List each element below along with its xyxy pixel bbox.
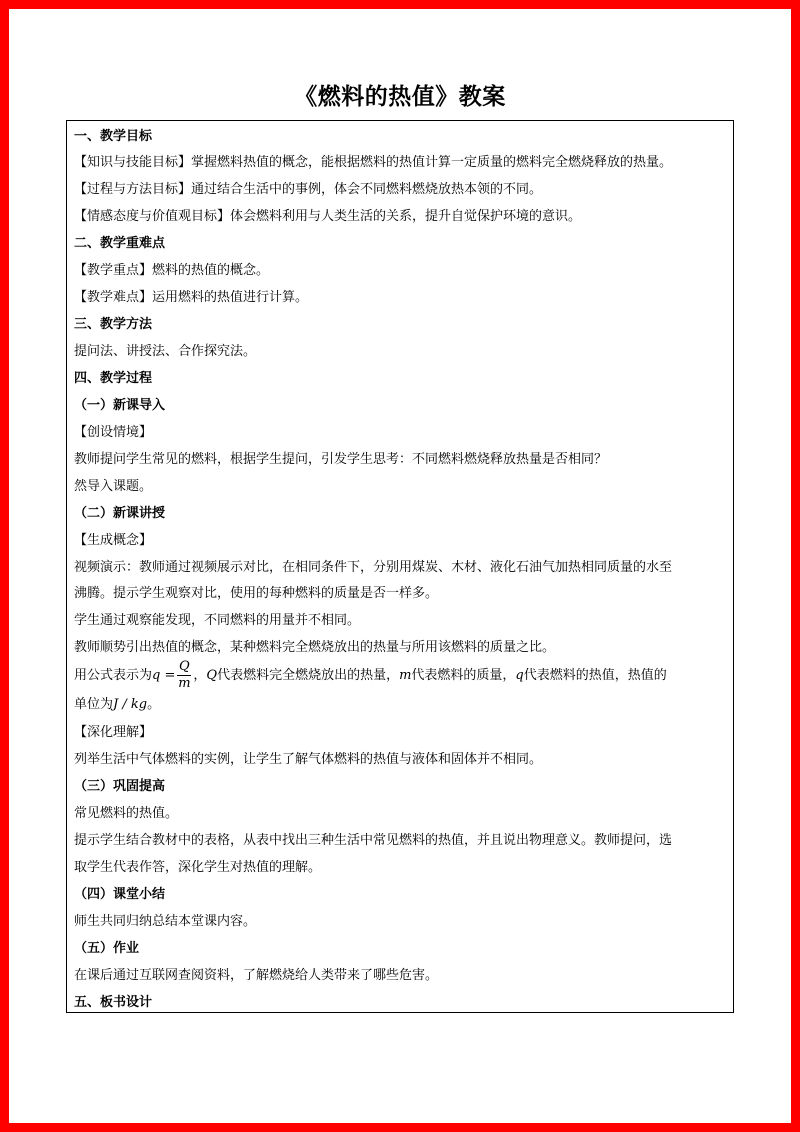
subsection-heading: （五）作业 [74,941,140,956]
period: 。 [147,697,161,712]
formula-intro: 用公式表示为 [74,668,153,683]
paragraph: 【知识与技能目标】掌握燃料热值的概念，能根据燃料的热值计算一定质量的燃料完全燃烧释放的热量。 [74,155,673,170]
paragraph: 提问法、讲授法、合作探究法。 [74,344,257,359]
var-q: q [515,668,524,683]
paragraph: 学生通过观察能发现，不同燃料的用量并不相同。 [74,613,361,628]
paragraph: 【过程与方法目标】通过结合生活中的事例，体会不同燃料燃烧放热本领的不同。 [74,182,543,197]
paragraph: 【生成概念】 [74,533,153,548]
formula-numerator: Q [179,659,190,674]
paragraph: 常见燃料的热值。 [74,806,179,821]
formula-lhs: q = [152,668,176,683]
paragraph: 视频演示：教师通过视频展示对比，在相同条件下，分别用煤炭、木材、液化石油气加热相同质量的水至 [74,560,673,575]
paragraph: 【创设情境】 [74,425,153,440]
paragraph: 教师顺势引出热值的概念，某种燃料完全燃烧放出的热量与所用该燃料的质量之比。 [74,640,556,655]
heat-value-formula [152,660,193,691]
paragraph: 【深化理解】 [74,725,153,740]
section-heading-methods: 三、教学方法 [74,317,153,332]
paragraph: 【教学重点】燃料的热值的概念。 [74,263,270,278]
formula-text: 代表燃料完全燃烧放出的热量， [217,668,400,683]
paragraph: 沸腾。提示学生观察对比，使用的每种燃料的质量是否一样多。 [74,586,439,601]
subsection-heading: （三）巩固提高 [74,779,166,794]
paragraph: 列举生活中气体燃料的实例，让学生了解气体燃料的热值与液体和固体并不相同。 [74,752,543,767]
paragraph: 然导入课题。 [74,479,153,494]
var-Q: Q [206,668,218,683]
subsection-heading: （四）课堂小结 [74,887,166,902]
unit-line [74,697,724,713]
section-heading-board: 五、板书设计 [74,995,153,1010]
paragraph: 教师提问学生常见的燃料，根据学生提问，引发学生思考：不同燃料燃烧释放热量是否相同？ [74,452,608,467]
subsection-heading: （二）新课讲授 [74,506,166,521]
paragraph: 在课后通过互联网查阅资料，了解燃烧给人类带来了哪些危害。 [74,968,439,983]
page-title: 《燃料的热值》教案 [294,83,506,110]
formula-denominator: m [178,676,191,691]
paragraph: 【教学难点】运用燃料的热值进行计算。 [74,290,309,305]
unit-value: J / kg [113,697,148,712]
paragraph: 取学生代表作答，深化学生对热值的理解。 [74,860,322,875]
formula-text: 代表燃料的热值，热值的 [523,668,667,683]
formula-fraction [177,660,191,691]
paragraph: 【情感态度与价值观目标】体会燃料利用与人类生活的关系，提升自觉保护环境的意识。 [74,209,582,224]
formula-text: 代表燃料的质量， [411,668,516,683]
unit-label: 单位为 [74,697,114,712]
section-heading-key-points: 二、教学重难点 [74,236,166,251]
section-heading-objectives: 一、教学目标 [74,129,153,144]
section-heading-process: 四、教学过程 [74,371,153,386]
var-m: m [399,668,412,683]
formula-line [74,660,724,691]
paragraph: 师生共同归纳总结本堂课内容。 [74,914,257,929]
paragraph: 提示学生结合教材中的表格，从表中找出三种生活中常见燃料的热值，并且说出物理意义。教师提问，选 [74,833,673,848]
subsection-heading: （一）新课导入 [74,398,166,413]
comma: ， [193,668,207,683]
